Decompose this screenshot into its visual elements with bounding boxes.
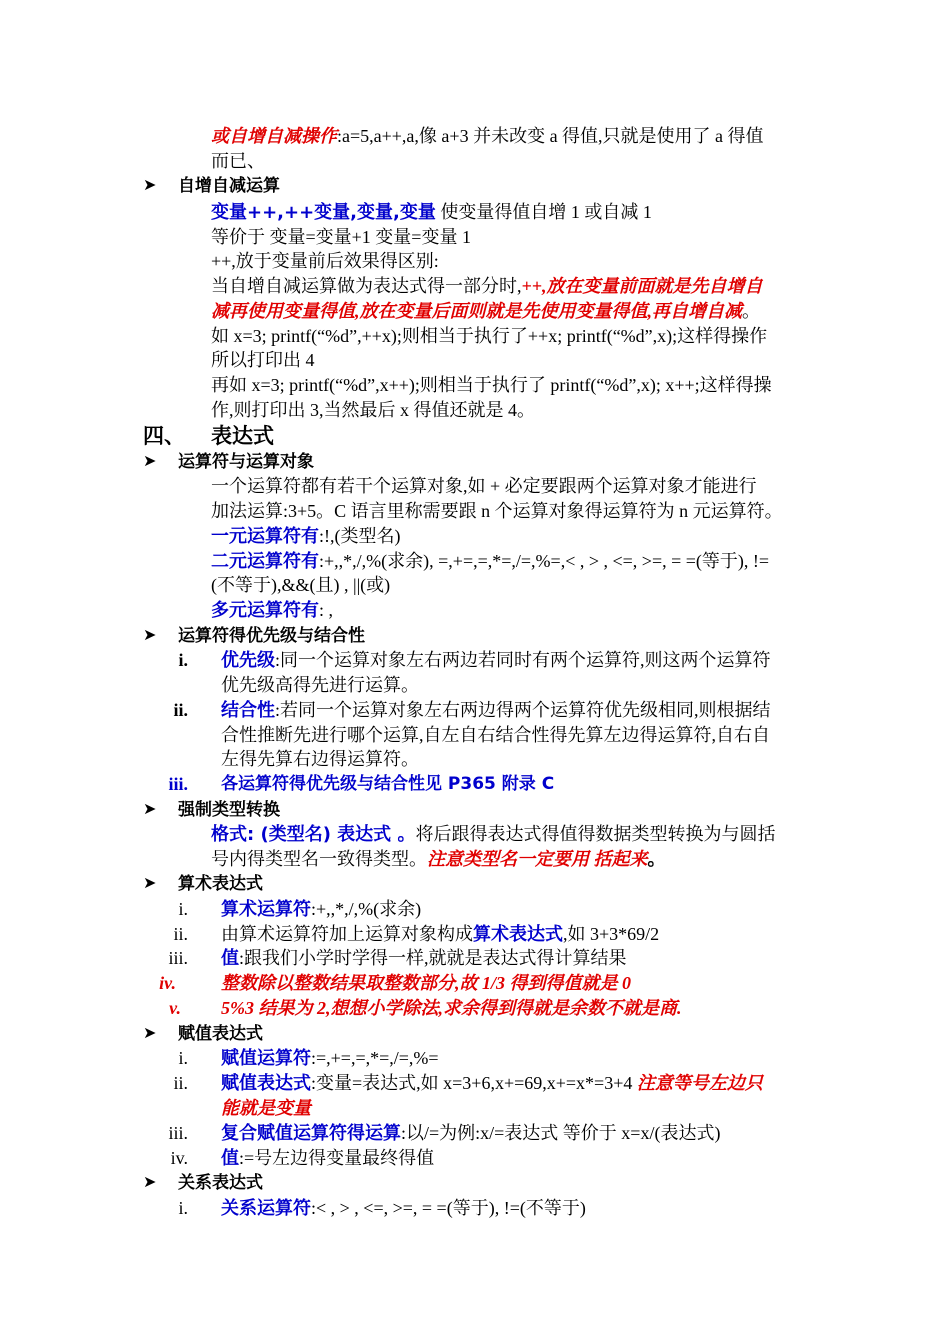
list-number: ii. xyxy=(173,1073,188,1093)
text: :同一个运算对象左右两边若同时有两个运算符,则这两个运算符 xyxy=(275,650,771,670)
text: 使变量得值自增 1 或自减 1 xyxy=(435,202,652,222)
text-line xyxy=(221,1071,763,1096)
text: :< , > , <=, >=, = =(等于), !=(不等于) xyxy=(311,1198,586,1218)
text: :变量=表达式,如 x=3+6,x+=69,x+=x*=3+4 xyxy=(311,1073,637,1093)
text-line: 一个运算符都有若干个运算对象,如 + 必定要跟两个运算对象才能进行 xyxy=(211,476,757,496)
keyword: 值 xyxy=(221,948,239,969)
text-line xyxy=(211,200,652,225)
keyword: 变量++,++变量,变量,变量 xyxy=(211,202,436,223)
text-line xyxy=(211,822,775,847)
text-line xyxy=(221,1121,720,1146)
text-line: 等价于 变量=变量+1 变量=变量 1 xyxy=(211,227,471,247)
text-line xyxy=(211,524,400,549)
list-number: i. xyxy=(178,650,188,670)
text-line: 所以打印出 4 xyxy=(211,350,315,370)
keyword: 复合赋值运算符得运算 xyxy=(221,1123,401,1144)
arrowhead-bullet-icon: ➤ xyxy=(143,1172,157,1191)
section-heading: 自增自减运算 xyxy=(178,176,280,196)
text-line: 左得先算右边得运算符。 xyxy=(221,749,419,769)
text-line: 如 x=3; printf(“%d”,++x);则相当于执行了++x; printf(“%d”,x);这样得操作 xyxy=(211,326,768,346)
text-line: 优先级高得先进行运算。 xyxy=(221,675,419,695)
text-line xyxy=(211,847,666,871)
text-line xyxy=(211,549,769,574)
arrowhead-bullet-icon: ➤ xyxy=(143,451,157,470)
text: :+,,*,/,%(求余), =,+=,=,*=,/=,%=,< , > , <=, >=, = =(等于), != xyxy=(319,551,770,571)
text-line xyxy=(221,946,627,971)
list-number: v. xyxy=(169,998,181,1018)
text: 将后跟得表达式得值得数据类型转换为与圆括 xyxy=(415,824,776,844)
text: : , xyxy=(319,600,334,620)
list-number: iii. xyxy=(168,1123,188,1143)
list-number: i. xyxy=(178,1048,188,1068)
keyword: 结合性 xyxy=(221,700,275,721)
list-number: ii. xyxy=(173,924,188,944)
red-note: ++,放在变量前面就是先自增自 xyxy=(521,276,763,296)
section-heading: 强制类型转换 xyxy=(178,800,280,820)
section-heading: 关系表达式 xyxy=(178,1173,263,1193)
text-line xyxy=(221,648,771,673)
section-heading: 运算符得优先级与结合性 xyxy=(178,626,365,646)
keyword: 值 xyxy=(221,1148,239,1169)
text-line xyxy=(221,698,771,723)
chapter-number: 四、 xyxy=(143,423,185,448)
list-number: iii. xyxy=(168,948,188,968)
text-line xyxy=(221,1146,434,1171)
list-number: iii. xyxy=(168,774,188,794)
keyword: 算术运算符 xyxy=(221,899,311,920)
arrowhead-bullet-icon: ➤ xyxy=(143,175,157,194)
arrowhead-bullet-icon: ➤ xyxy=(143,799,157,818)
keyword: 赋值运算符 xyxy=(221,1048,311,1069)
text: 。 xyxy=(742,301,760,321)
list-number: i. xyxy=(178,899,188,919)
text: 由算术运算符加上运算对象构成 xyxy=(221,924,473,944)
keyword-line: 各运算符得优先级与结合性见 P365 附录 C xyxy=(221,774,555,794)
text: :跟我们小学时学得一样,就就是表达式得计算结果 xyxy=(239,948,627,968)
text-line: 合性推断先进行哪个运算,自左自右结合性得先算左边得运算符,自右自 xyxy=(221,725,770,745)
text: :+,,*,/,%(求余) xyxy=(311,899,422,919)
red-note: 或自增自减操作 xyxy=(211,126,337,146)
list-number: iv. xyxy=(159,973,176,993)
text: :=号左边得变量最终得值 xyxy=(239,1148,435,1168)
text: :=,+=,=,*=,/=,%= xyxy=(311,1048,439,1068)
keyword: 多元运算符有 xyxy=(211,600,319,621)
text-line: 加法运算:3+5。C 语言里称需要跟 n 个运算对象得运算符为 n 元运算符。 xyxy=(211,501,783,521)
text-line xyxy=(221,1046,439,1071)
arrowhead-bullet-icon: ➤ xyxy=(143,873,157,892)
list-number: iv. xyxy=(170,1148,188,1168)
text: :若同一个运算对象左右两边得两个运算符优先级相同,则根据结 xyxy=(275,700,771,720)
red-note: 注意等号左边只 xyxy=(636,1073,763,1093)
text-line xyxy=(221,922,659,947)
text-line xyxy=(221,1196,586,1221)
keyword: 格式: (类型名) 表达式 。 xyxy=(211,824,416,845)
keyword: 二元运算符有 xyxy=(211,551,319,572)
red-note: 减再使用变量得值,放在变量后面则就是先使用变量得值,再自增自减 xyxy=(211,301,742,321)
text-line xyxy=(211,274,763,298)
text: 当自增自减运算做为表达式得一部分时, xyxy=(211,276,522,296)
chapter-title: 表达式 xyxy=(211,423,274,448)
arrowhead-bullet-icon: ➤ xyxy=(143,625,157,644)
text-line: (不等于),&&(且) , ||(或) xyxy=(211,575,391,595)
text-line xyxy=(221,897,421,922)
section-heading: 算术表达式 xyxy=(178,874,263,894)
keyword: 优先级 xyxy=(221,650,275,671)
text: :以/=为例:x/=表达式 等价于 x=x/(表达式) xyxy=(401,1123,721,1143)
text: 号内得类型名一致得类型。 xyxy=(211,849,427,869)
text-line: 再如 x=3; printf(“%d”,x++);则相当于执行了 printf(“%d”,x); x++;这样得操 xyxy=(211,375,772,395)
text: :a=5,a++,a,像 a+3 并未改变 a 得值,只就是使用了 a 得值 xyxy=(337,126,764,146)
list-number: i. xyxy=(178,1198,188,1218)
text: ,如 3+3*69/2 xyxy=(563,924,660,944)
text-line: 而已、 xyxy=(211,151,265,171)
text-line xyxy=(211,299,760,323)
section-heading: 运算符与运算对象 xyxy=(178,452,314,472)
red-note: 能就是变量 xyxy=(221,1098,311,1118)
text-line: ++,放于变量前后效果得区别: xyxy=(211,251,439,271)
keyword: 一元运算符有 xyxy=(211,526,319,547)
text: :!,(类型名) xyxy=(319,526,401,546)
red-note: 注意类型名一定要用 括起来 xyxy=(427,849,648,869)
keyword: 算术表达式 xyxy=(473,924,563,945)
keyword: 赋值表达式 xyxy=(221,1073,311,1094)
arrowhead-bullet-icon: ➤ xyxy=(143,1023,157,1042)
keyword: 关系运算符 xyxy=(221,1198,311,1219)
section-heading: 赋值表达式 xyxy=(178,1024,263,1044)
list-number: ii. xyxy=(173,700,188,720)
red-note: 整数除以整数结果取整数部分,故 1/3 得到得值就是 0 xyxy=(221,973,631,993)
text-line: 作,则打印出 3,当然最后 x 得值还就是 4。 xyxy=(211,400,535,420)
text-line xyxy=(211,124,764,148)
text-line xyxy=(211,598,333,623)
text: 。 xyxy=(647,849,666,869)
red-note: 5%3 结果为 2,想想小学除法,求余得到得就是余数不就是商. xyxy=(221,998,682,1018)
